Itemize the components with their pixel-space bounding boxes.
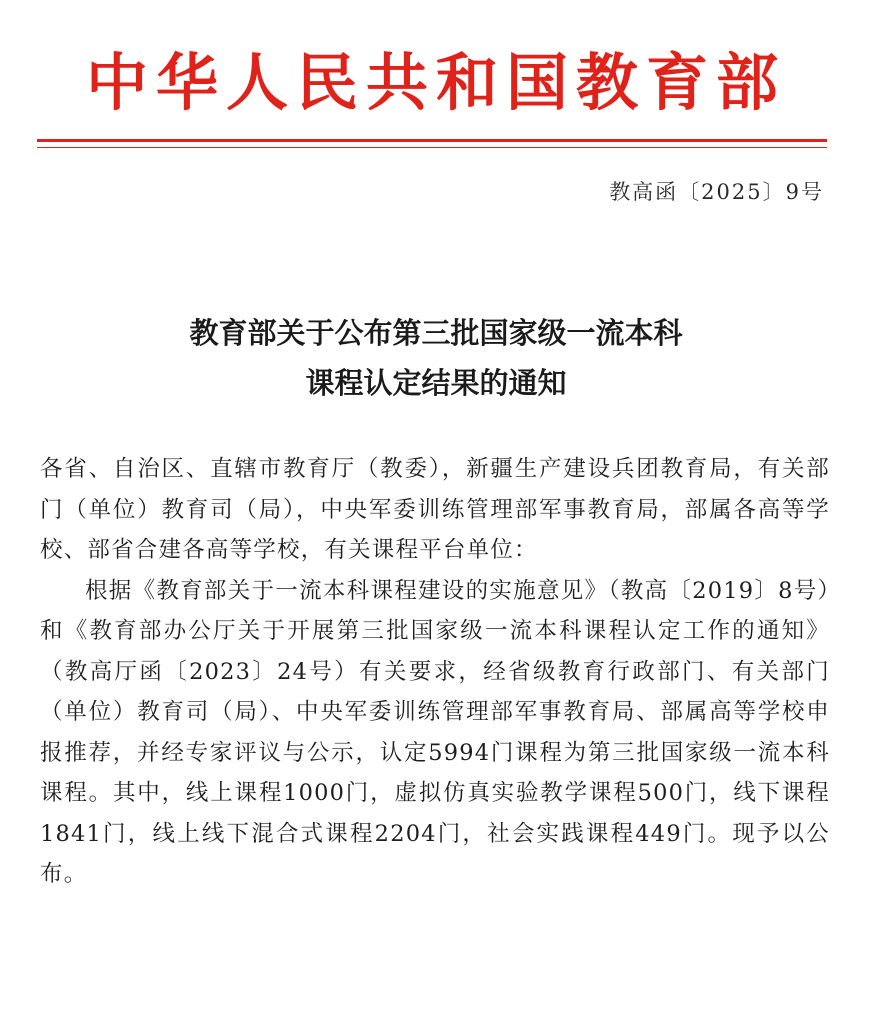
masthead-title: 中华人民共和国教育部 [85, 46, 786, 119]
masthead-thick-rule [37, 139, 827, 142]
title-line-2: 课程认定结果的通知 [305, 366, 567, 400]
body-paragraph-1: 根据《教育部关于一流本科课程建设的实施意见》（教高〔2019〕8号）和《教育部办公厅关于开展第三批国家级一流本科课程认定工作的通知》（教高厅函〔2023〕24号）有关要求，经省级教育行政部门、有关部门（单位）教育司（局）、中央军委训练管理部军事教育局、部属高等学校申报推荐，并经专家评议与公示，认定5994门课程为第三批国家级一流本科课程。其中，线上课程1000门，虚拟仿真实验教学课程500门，线下课程1841门，线上线下混合式课程2204门，社会实践课程449门。现予以公布。 [40, 577, 830, 887]
masthead-thin-rule [37, 147, 827, 148]
salutation: 各省、自治区、直辖市教育厅（教委），新疆生产建设兵团教育局，有关部门（单位）教育司（局），中央军委训练管理部军事教育局，部属各高等学校、部省合建各高等学校，有关课程平台单位： [40, 456, 830, 563]
document-title [0, 308, 872, 408]
document-number: 教高函〔2025〕9号 [609, 180, 824, 204]
title-line-1: 教育部关于公布第三批国家级一流本科 [189, 316, 683, 350]
document-body [40, 449, 830, 895]
